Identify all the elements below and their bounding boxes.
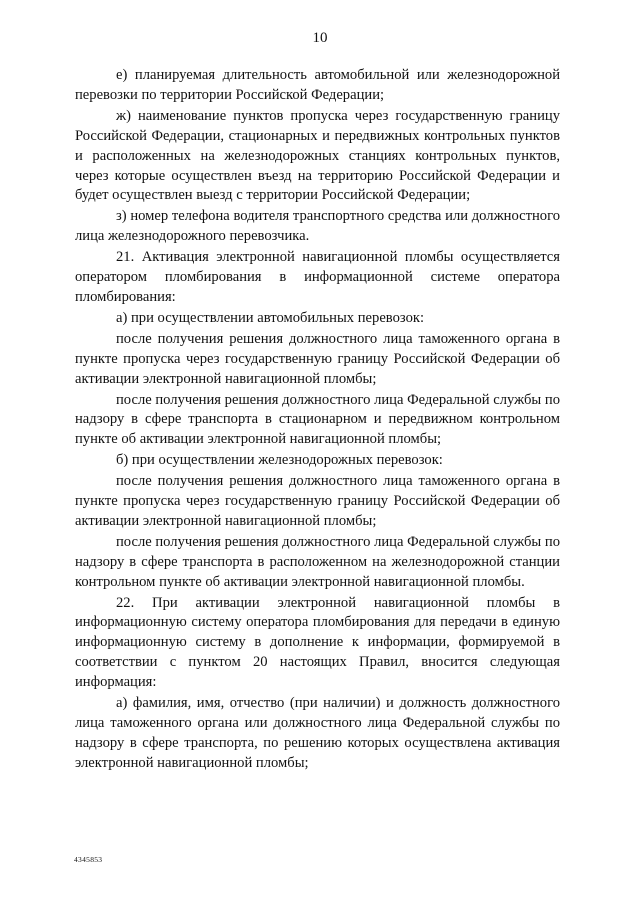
- paragraph-clause-21: 21. Активация электронной навигационной пломбы осуществляется оператором пломбирования в информационной системе оператора пломбирования:: [75, 249, 560, 305]
- paragraph-clause-21-a-2: после получения решения должностного лица Федеральной службы по надзору в сфере транспорта в стационарном и передвижном контрольном пункте об активации электронной навигационной пломбы;: [75, 391, 560, 448]
- document-body: [75, 66, 560, 775]
- paragraph-item-z: з) номер телефона водителя транспортного средства или должностного лица железнодорожного перевозчика.: [75, 208, 560, 245]
- paragraph-clause-21-a: а) при осуществлении автомобильных перевозок:: [116, 309, 425, 326]
- paragraph-clause-21-a-1: после получения решения должностного лица таможенного органа в пункте пропуска через государственную границу Российской Федерации об активации электронной навигационной пломбы;: [75, 330, 560, 387]
- paragraph-item-zh: ж) наименование пунктов пропуска через государственную границу Российской Федерации, стационарных и передвижных контрольных пунктов и расположенных на железнодорожных станциях контрольных пунктов, через которые осуществлен въезд на территорию Российской Федерации и будет осуществлен выезд с территории Российской Федерации;: [75, 107, 560, 204]
- paragraph-clause-22: 22. При активации электронной навигационной пломбы в информационную систему оператора пломбирования для передачи в единую информационную систему в дополнение к информации, формируемой в соответствии с пунктом 20 настоящих Правил, вносится следующая информация:: [75, 594, 560, 691]
- paragraph-clause-21-b: б) при осуществлении железнодорожных перевозок:: [116, 452, 443, 469]
- paragraph-clause-22-a: а) фамилия, имя, отчество (при наличии) и должность должностного лица таможенного органа или должностного лица Федеральной службы по надзору в сфере транспорта, по решению которых осуществлена активация электронной навигационной пломбы;: [75, 695, 560, 771]
- paragraph-clause-21-b-1: после получения решения должностного лица таможенного органа в пункте пропуска через государственную границу Российской Федерации об активации электронной навигационной пломбы;: [75, 473, 560, 529]
- document-code: 4345853: [74, 855, 103, 864]
- page-number: 10: [312, 30, 328, 46]
- paragraph-clause-21-b-2: после получения решения должностного лица Федеральной службы по надзору в сфере транспорта в расположенном на железнодорожной станции контрольном пункте об активации электронной навигационной пломбы.: [75, 533, 560, 590]
- paragraph-item-e: е) планируемая длительность автомобильной или железнодорожной перевозки по территории Российской Федерации;: [75, 67, 560, 103]
